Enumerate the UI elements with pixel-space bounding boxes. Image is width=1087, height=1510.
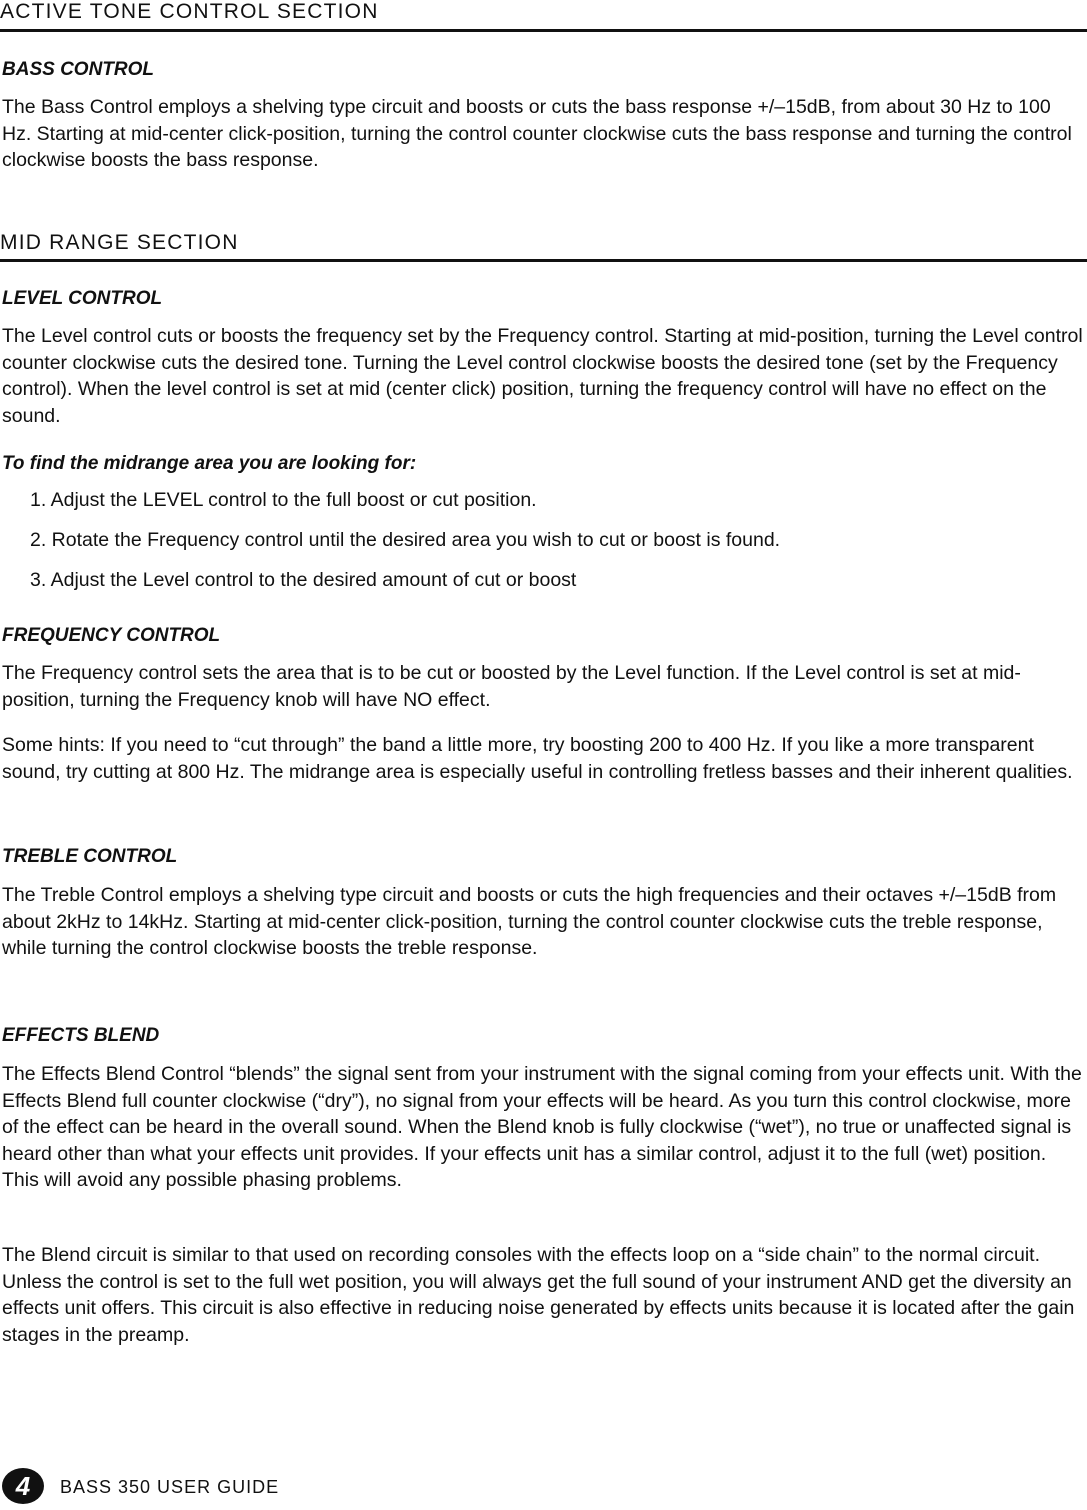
section-heading-mid-range: MID RANGE SECTION — [0, 231, 239, 254]
section-heading-active-tone: ACTIVE TONE CONTROL SECTION — [0, 0, 379, 23]
frequency-hints: Some hints: If you need to “cut through” the band a little more, try boosting 200 to 400 Hz. If you like a more transparent sound, try cutting at 800 Hz. The midrange area is especially useful in controlling fretless basses and their inherent qualities. — [2, 734, 1073, 783]
level-control-body: The Level control cuts or boosts the frequency set by the Frequency control. Starting at mid-position, turning the Level control counter clockwise cuts the desired tone. Turning the Level control clockwise boosts the desired tone (set by the Frequency control). When the level control is set at mid (center click) position, turning the frequency control will have no effect on the sound. — [2, 325, 1083, 427]
section-divider — [0, 259, 1087, 262]
step-item: 3. Adjust the Level control to the desired amount of cut or boost — [30, 569, 577, 591]
step-item: 1. Adjust the LEVEL control to the full boost or cut position. — [30, 489, 537, 511]
frequency-control-body: The Frequency control sets the area that is to be cut or boosted by the Level function. If the Level control is set at mid-position, turning the Frequency knob will have NO effect. — [2, 662, 1021, 711]
level-control-title: LEVEL CONTROL — [2, 288, 163, 309]
effects-blend-title: EFFECTS BLEND — [2, 1025, 160, 1046]
bass-control-body: The Bass Control employs a shelving type circuit and boosts or cuts the bass response +/–15dB, from about 30 Hz to 100 Hz. Starting at mid-center click-position, turning the control counter clockwise cuts the bass response and turning the control clockwise boosts the bass response. — [2, 96, 1072, 171]
blend-circuit-body: The Blend circuit is similar to that used on recording consoles with the effects loop on a “side chain” to the normal circuit. Unless the control is set to the full wet position, you will always get the full sound of your instrument AND get the diversity an effects unit offers. This circuit is also effective in reducing noise generated by effects units because it is located after the gain stages in the preamp. — [2, 1244, 1075, 1346]
bass-control-title: BASS CONTROL — [2, 59, 154, 80]
treble-control-title: TREBLE CONTROL — [2, 846, 178, 867]
effects-blend-body: The Effects Blend Control “blends” the signal sent from your instrument with the signal coming from your effects unit. With the Effects Blend full counter clockwise (“dry”), no signal from your effects will be heard. As you turn this control clockwise, more of the effect can be heard in the overall sound. When the Blend knob is fully clockwise (“wet”), no true or unaffected signal is heard other than what your effects unit provides. If your effects unit has a similar control, adjust it to the full (wet) position. This will avoid any possible phasing problems. — [2, 1063, 1082, 1191]
treble-control-body: The Treble Control employs a shelving type circuit and boosts or cuts the high frequencies and their octaves +/–15dB from about 2kHz to 14kHz. Starting at mid-center click-position, turning the control counter clockwise cuts the treble response, while turning the control clockwise boosts the treble response. — [2, 884, 1057, 959]
footer-title: BASS 350 USER GUIDE — [60, 1477, 280, 1497]
page-number-badge: 4 — [2, 1468, 44, 1504]
step-item: 2. Rotate the Frequency control until the desired area you wish to cut or boost is found. — [30, 529, 781, 551]
frequency-control-title: FREQUENCY CONTROL — [2, 625, 221, 646]
find-midrange-title: To find the midrange area you are looking for: — [2, 453, 417, 474]
section-divider — [0, 29, 1087, 32]
